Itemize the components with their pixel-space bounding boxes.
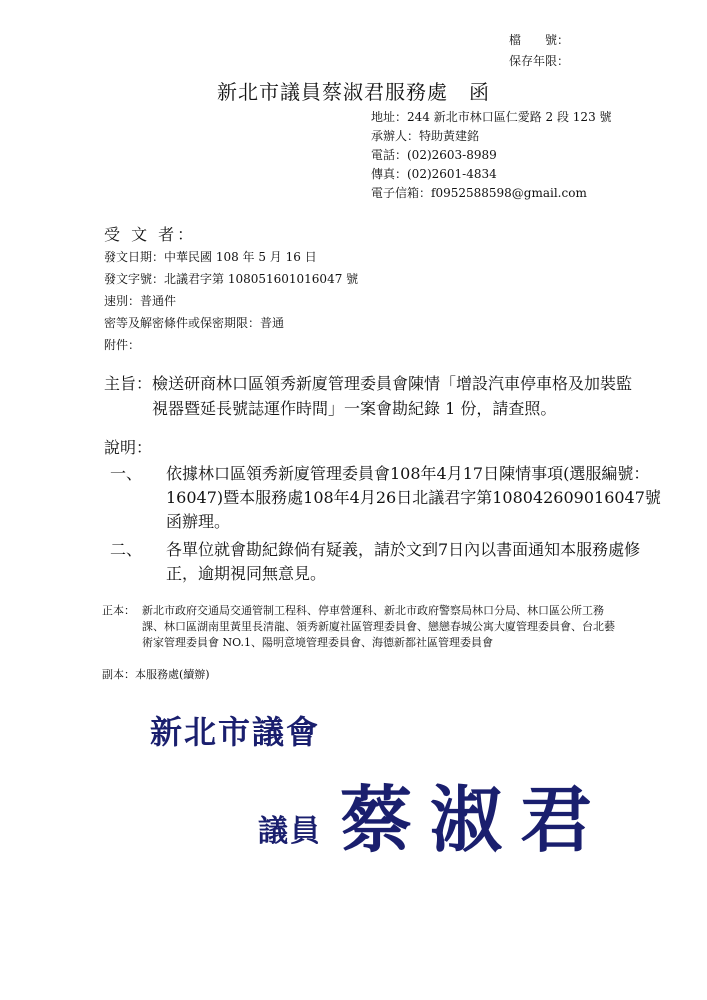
explanation-item-text: 各單位就會勘紀錄倘有疑義，請於文到7日內以書面通知本服務處修正，逾期視同無意見。 bbox=[166, 540, 641, 583]
sender-phone: 電話：(02)2603-8989 bbox=[371, 148, 497, 162]
subject-text: 檢送研商林口區領秀新廈管理委員會陳情「增設汽車停車格及加裝監視器暨延長號誌運作時間」一案會勘紀錄 1 份，請查照。 bbox=[152, 374, 633, 418]
seal-name: 蔡淑君 bbox=[340, 777, 611, 862]
seal-council: 新北市議會 bbox=[150, 713, 321, 751]
cc-block bbox=[102, 603, 622, 651]
attachment-label: 附件： bbox=[104, 338, 141, 352]
explanation-item-number: 一、 bbox=[110, 464, 143, 483]
recipient-label: 受 文 者： bbox=[104, 225, 197, 244]
sender-info bbox=[371, 108, 612, 203]
copy-line: 副本：本服務處(續辦) bbox=[102, 668, 210, 681]
explanation-item-number: 二、 bbox=[110, 540, 143, 559]
sender-handler: 承辦人：特助黃建銘 bbox=[371, 129, 480, 143]
document-title: 新北市議員蔡淑君服務處 函 bbox=[217, 80, 490, 104]
sender-address: 地址：244 新北市林口區仁愛路 2 段 123 號 bbox=[371, 110, 612, 124]
seal-title: 議員 bbox=[258, 814, 322, 849]
file-meta bbox=[509, 30, 569, 72]
explanation-item-text: 依據林口區領秀新廈管理委員會108年4月17日陳情事項(選服編號：16047)暨本服務處108年4月26日北議君字第108042609016047號函辦理。 bbox=[166, 464, 661, 531]
explanation-item bbox=[110, 538, 666, 586]
cc-text: 新北市政府交通局交通管制工程科、停車營運科、新北市政府警察局林口分局、林口區公所工務課、林口區湖南里黃里長清龍、領秀新廈社區管理委員會、戀戀春城公寓大廈管理委員會、台北藝術家管理委員會 NO.1、陽明意境管理委員會、海德新都社區管理委員會 bbox=[142, 604, 615, 649]
subject-label: 主旨： bbox=[104, 374, 153, 393]
security-level: 密等及解密條件或保密期限：普通 bbox=[104, 316, 285, 330]
explanation-label: 說明： bbox=[104, 438, 153, 457]
document-meta bbox=[104, 246, 358, 356]
delivery-speed: 速別：普通件 bbox=[104, 294, 177, 308]
retention-label: 保存年限： bbox=[508, 54, 569, 68]
file-number-label: 檔 號： bbox=[508, 33, 569, 47]
issue-number: 發文字號：北議君字第 108051601016047 號 bbox=[104, 272, 359, 286]
cc-label: 正本： bbox=[102, 604, 135, 617]
explanation-item bbox=[110, 462, 666, 534]
subject-block bbox=[104, 371, 644, 421]
sender-fax: 傳真：(02)2601-4834 bbox=[371, 167, 497, 181]
issue-date: 發文日期：中華民國 108 年 5 月 16 日 bbox=[104, 250, 317, 264]
sender-email: 電子信箱：f0952588598@gmail.com bbox=[371, 186, 587, 200]
